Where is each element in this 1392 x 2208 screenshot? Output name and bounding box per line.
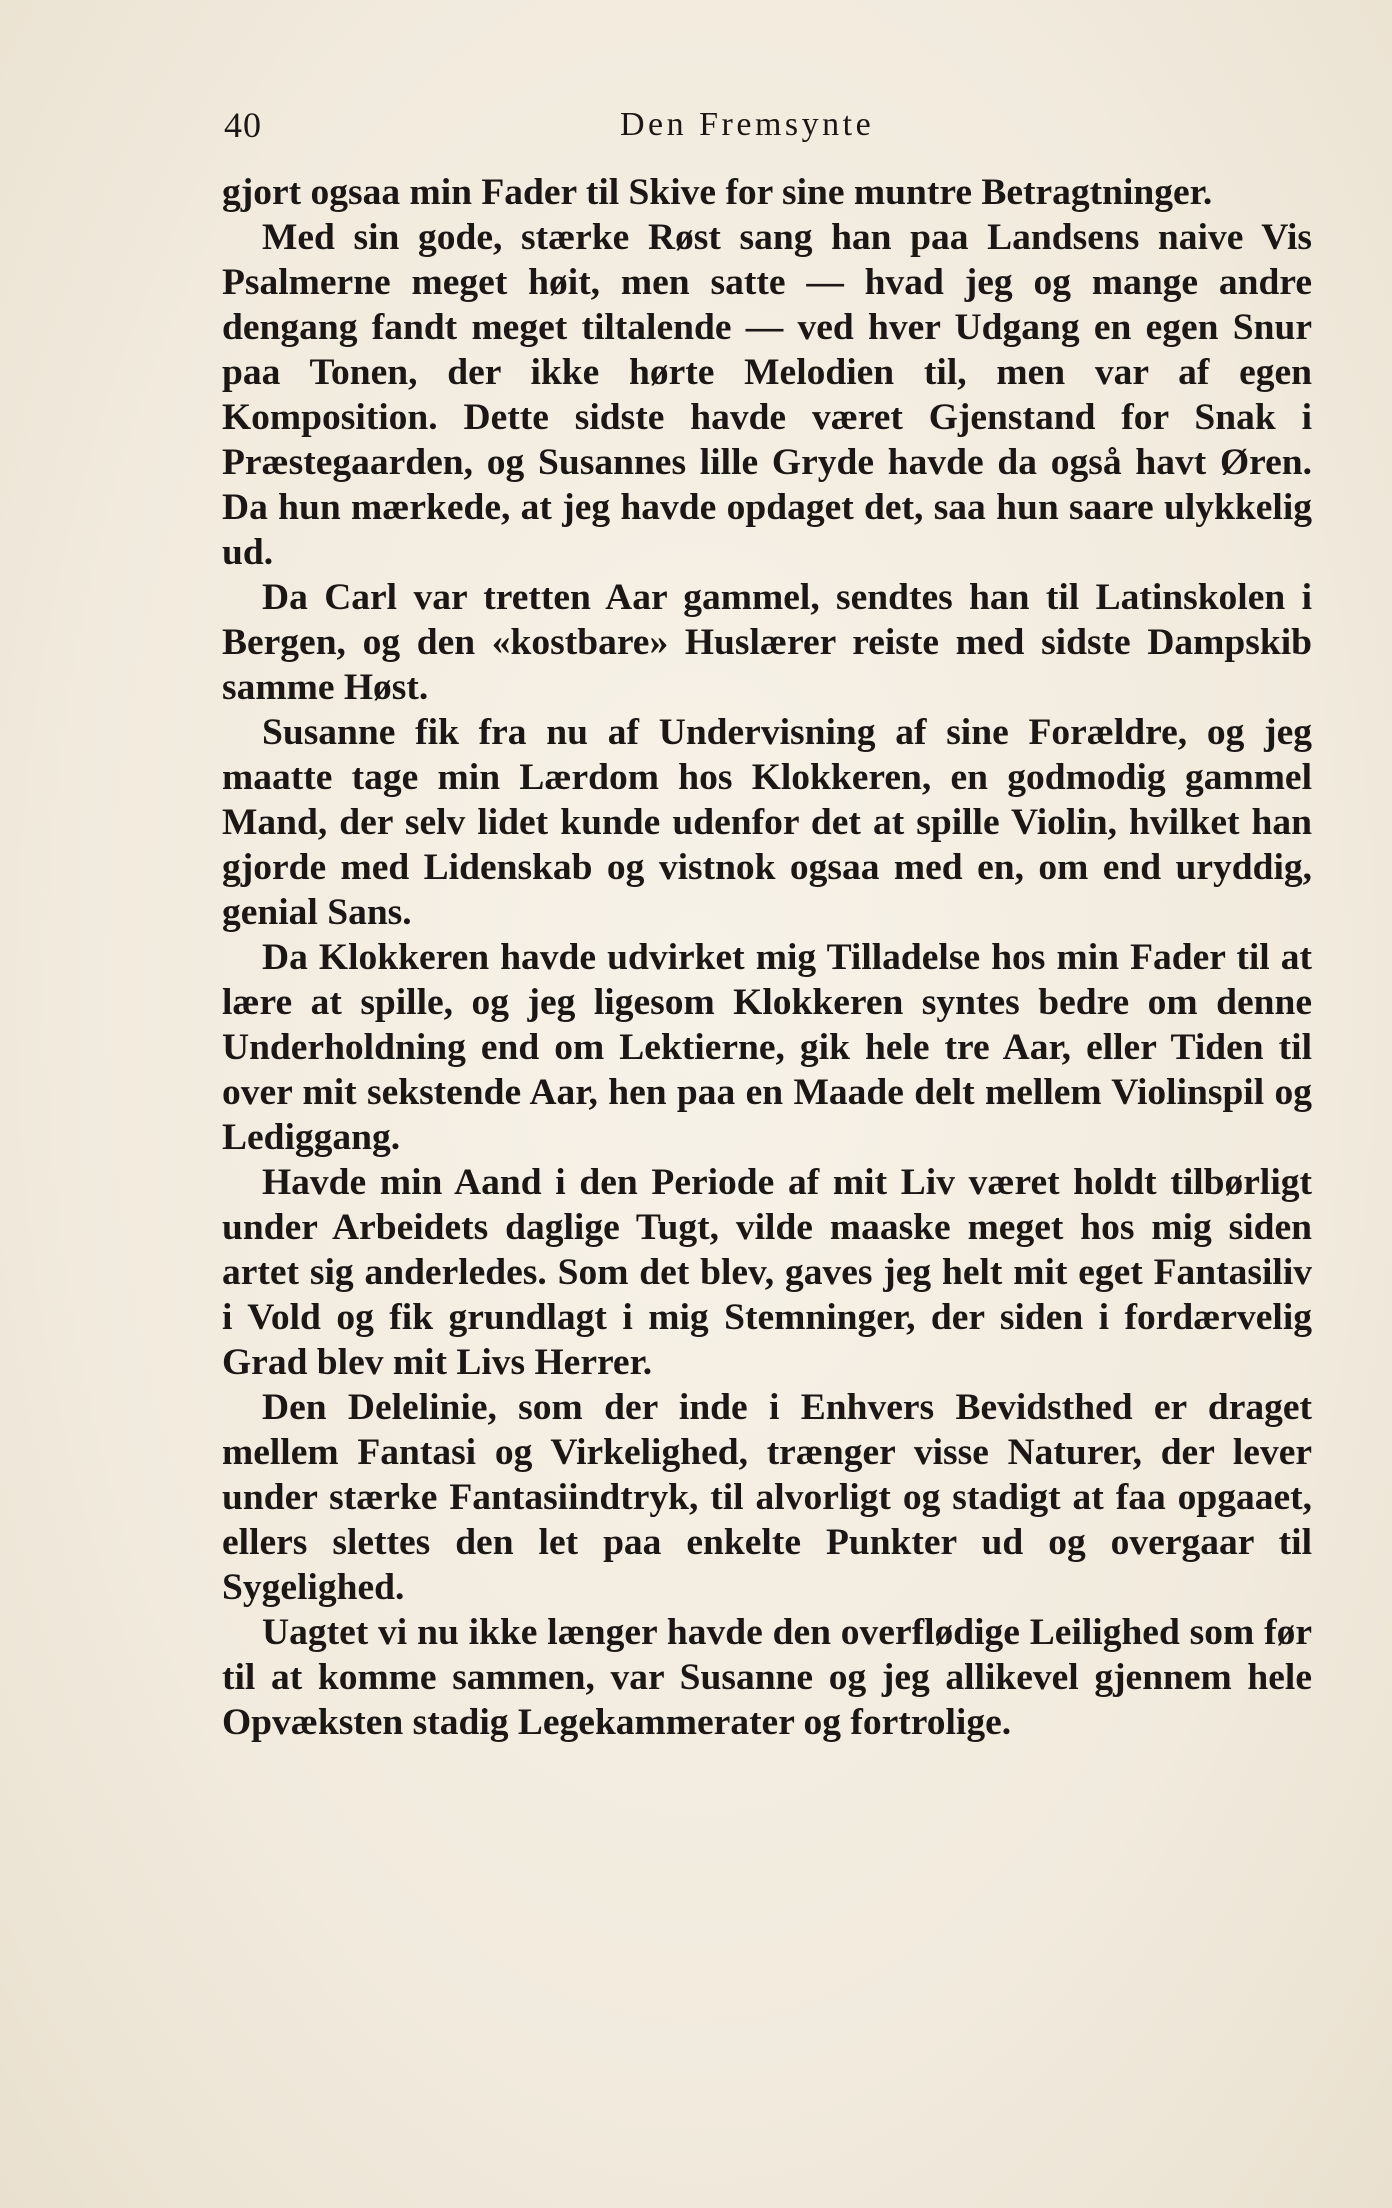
book-title: Den Fremsynte <box>620 106 875 143</box>
paragraph-4: Susanne fik fra nu af Undervisning af sine Forældre, og jeg maatte tage min Lærdom hos Klokkeren, en godmodig gammel Mand, der selv lidet kunde udenfor det at spille Violin, hvilket han gjorde med Lidenskab og vistnok ogsaa med en, om end uryddig, genial Sans. <box>222 712 1312 933</box>
paragraph-8: Uagtet vi nu ikke længer havde den overflødige Leilighed som før til at komme sammen, var Susanne og jeg allikevel gjennem hele Opvæksten stadig Legekammerater og fortrolige. <box>222 1612 1312 1743</box>
paragraph-7: Den Delelinie, som der inde i Enhvers Bevidsthed er draget mellem Fantasi og Virkelighed, trænger visse Naturer, der lever under stærke Fantasiindtryk, til alvorligt og stadigt at faa opgaaet, ellers slettes den let paa enkelte Punkter ud og overgaar til Sygelighed. <box>222 1387 1312 1608</box>
paragraph-3: Da Carl var tretten Aar gammel, sendtes han til Latinskolen i Bergen, og den «kostbare» Huslærer reiste med sidste Dampskib samme Høst. <box>222 577 1312 708</box>
page-number: 40 <box>224 105 262 145</box>
paragraph-5: Da Klokkeren havde udvirket mig Tilladelse hos min Fader til at lære at spille, og jeg ligesom Klokkeren syntes bedre om denne Underholdning end om Lektierne, gik hele tre Aar, eller Tiden til over mit sekstende Aar, hen paa en Maade delt mellem Violinspil og Lediggang. <box>222 937 1312 1158</box>
paragraph-2: Med sin gode, stærke Røst sang han paa Landsens naive Vis Psalmerne meget høit, men satte — hvad jeg og mange andre dengang fandt meget tiltalende — ved hver Udgang en egen Snur paa Tonen, der ikke hørte Melodien til, men var af egen Komposition. Dette sidste havde været Gjenstand for Snak i Præstegaarden, og Susannes lille Gryde havde da også havt Øren. Da hun mærkede, at jeg havde opdaget det, saa hun saare ulykkelig ud. <box>222 217 1312 573</box>
body-text <box>222 170 1312 1745</box>
paragraph-6: Havde min Aand i den Periode af mit Liv været holdt tilbørligt under Arbeidets daglige Tugt, vilde maaske meget hos mig siden artet sig anderledes. Som det blev, gaves jeg helt mit eget Fantasiliv i Vold og fik grundlagt i mig Stemninger, der siden i fordærvelig Grad blev mit Livs Herrer. <box>222 1162 1312 1383</box>
running-head <box>224 100 1304 150</box>
paragraph-1: gjort ogsaa min Fader til Skive for sine muntre Betragtninger. <box>222 172 1213 213</box>
